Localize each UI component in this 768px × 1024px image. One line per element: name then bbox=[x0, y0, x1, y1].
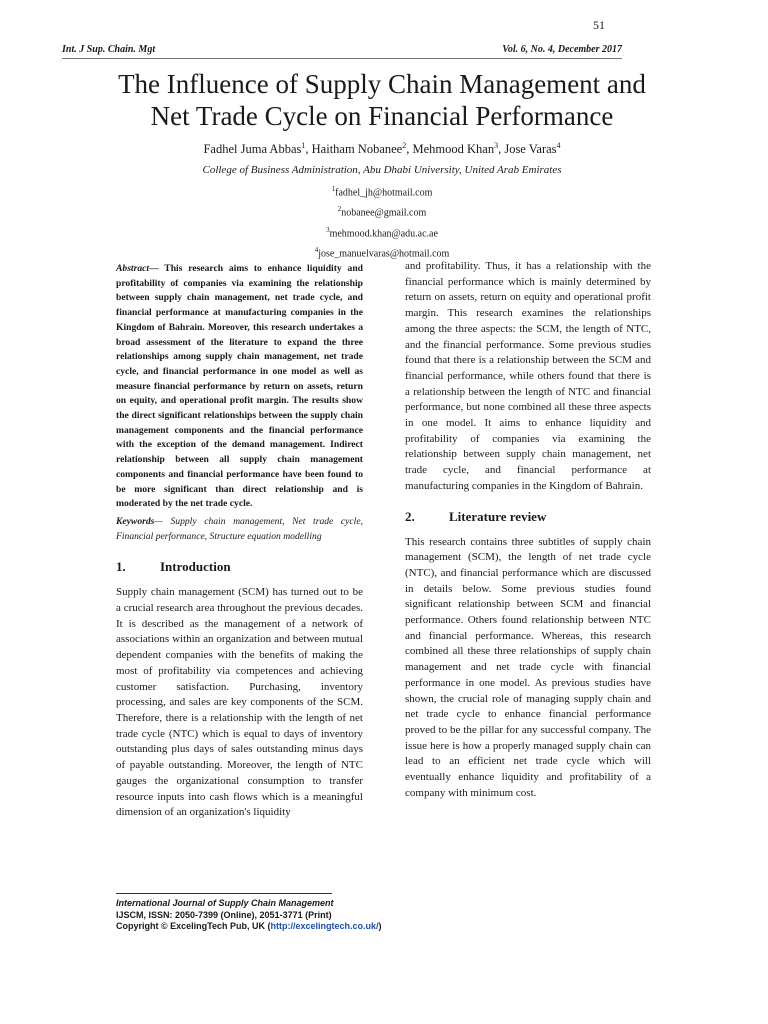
author-sup: 2 bbox=[402, 141, 407, 150]
email-sup: 2 bbox=[337, 205, 342, 214]
affiliation: College of Business Administration, Abu Dhabi University, United Arab Emirates bbox=[202, 164, 562, 176]
author-name: Mehmood Khan bbox=[412, 142, 495, 157]
author-sup: 3 bbox=[494, 141, 499, 150]
title-line-1: The Influence of Supply Chain Management and bbox=[118, 69, 646, 99]
footnote-copyright bbox=[116, 921, 416, 933]
abstract-label: Abstract bbox=[116, 263, 150, 274]
email-line bbox=[62, 222, 702, 242]
author-sep: , bbox=[498, 142, 505, 157]
copyright-close: ) bbox=[378, 921, 382, 931]
author-sup: 1 bbox=[301, 141, 306, 150]
section-heading-literature-review bbox=[405, 509, 651, 529]
footnote-journal: International Journal of Supply Chain Management bbox=[116, 898, 334, 908]
section-heading-introduction bbox=[116, 559, 363, 579]
abstract bbox=[116, 262, 363, 512]
author-name: Haitham Nobanee bbox=[311, 142, 403, 157]
author-name: Jose Varas bbox=[504, 142, 557, 157]
author-sep: , bbox=[406, 142, 413, 157]
section-number: 2. bbox=[405, 508, 415, 524]
author-name: Fadhel Juma Abbas bbox=[203, 142, 302, 157]
section-title: Literature review bbox=[449, 508, 547, 524]
copyright-text: Copyright © ExcelingTech Pub, UK ( bbox=[116, 921, 271, 931]
section-title: Introduction bbox=[160, 559, 231, 575]
introduction-continued: and profitability. Thus, it has a relationship with the financial performance which is mainly determined by return on assets, return on equity and operational profit margin. This research examines the relationships among the three aspects: the SCM, the length of NTC, and the financial performance. Some previous studies found that there is a relationship between the SCM and financial performance, while others found that there is a relationship between the length of NTC and financial performance, but none combined all these three aspects in one model. It aims to enhance liquidity and profitability of companies via examining the relationship between supply chain management, net trade cycle, and financial performance at manufacturing companies in the Kingdom of Bahrain. bbox=[405, 260, 651, 492]
author-list bbox=[62, 141, 702, 157]
email-address[interactable]: mehmood.khan@adu.ac.ae bbox=[329, 227, 438, 239]
footnote-rule bbox=[116, 893, 332, 894]
author-sep: , bbox=[305, 142, 312, 157]
email-address[interactable]: jose_manuelvaras@hotmail.com bbox=[318, 248, 450, 260]
email-address[interactable]: fadhel_jh@hotmail.com bbox=[335, 187, 433, 199]
keywords bbox=[116, 515, 363, 544]
running-head-journal: Int. J Sup. Chain. Mgt bbox=[62, 44, 156, 55]
section-number: 1. bbox=[116, 559, 126, 575]
keywords-label: Keywords bbox=[116, 515, 155, 527]
running-header bbox=[62, 44, 622, 59]
email-line bbox=[62, 201, 702, 221]
author-sup: 4 bbox=[556, 141, 561, 150]
email-sup: 3 bbox=[326, 225, 330, 234]
literature-review-paragraph: This research contains three subtitles of supply chain management (SCM), the length of net trade cycle (NTC), and financial performance which are discussed in details below. Some previous studies found significant relationship between SCM and financial performance. Others found relationship between NTC and financial performance. Whereas, this research combined all these three relationships of supply chain management and net trade cycle with financial performance in one model. As previous studies have shown, the crucial role of managing supply chain and net trade cycle to enhance financial performance proved to be the pillar for any successful company. The issue here is how a properly managed supply chain can lead to an efficient net trade cycle which will eventually enhance liquidity and profitability of a company with minimum cost. bbox=[405, 535, 651, 799]
publisher-link[interactable]: http://excelingtech.co.uk/ bbox=[270, 921, 379, 931]
paper-title bbox=[62, 68, 702, 132]
abstract-text: — This research aims to enhance liquidity and profitability of companies via examining the relationship between supply chain management, net trade cycle, and financial performance at manufacturing companies in the Kingdom of Bahrain. Moreover, this research undertakes a broad assessment of the literature to expand the three relationships among supply chain management, net trade cycle, and financial performance in one model as well as measure financial performance by return on assets, return on equity, and operational profit margin. The results show the direct significant relationships between the supply chain management components and the financial performance with the exception of the demand management. Indirect relationship between all supply chain management components and financial performance have been found to be more significant than direct relationship and is moderated by the net trade cycle. bbox=[116, 263, 363, 510]
email-sup: 1 bbox=[331, 185, 336, 193]
running-head-issue: Vol. 6, No. 4, December 2017 bbox=[502, 44, 622, 55]
email-address[interactable]: nobanee@gmail.com bbox=[341, 207, 427, 219]
email-line bbox=[62, 181, 702, 201]
left-column bbox=[116, 262, 363, 821]
email-list bbox=[62, 181, 702, 262]
introduction-paragraph: Supply chain management (SCM) has turned out to be a crucial research area throughout the previous decades. It is described as the management of a network of associations within an organization and between mutual dependent companies with the benefits of making the most of profitability via competences and achieving customer satisfaction. Purchasing, inventory processing, and sales are key components of the SCM. Therefore, there is a relationship with the length of net trade cycle (NTC) which is equal to days of inventory outstanding plus days of sales outstanding minus days of payable outstanding. Moreover, the length of NTC gauges the organizational consumption to transfer resource inputs into cash flows which is a meaningful dimension of an organization's liquidity bbox=[116, 586, 363, 819]
page-number: 51 bbox=[593, 18, 605, 32]
footnote-issn: IJSCM, ISSN: 2050-7399 (Online), 2051-3771 (Print) bbox=[116, 909, 332, 920]
right-column bbox=[405, 262, 651, 802]
title-line-2: Net Trade Cycle on Financial Performance bbox=[150, 101, 614, 131]
journal-footnote bbox=[116, 893, 416, 933]
keywords-text: — Supply chain management, Net trade cycle, Financial performance, Structure equation modelling bbox=[116, 515, 363, 542]
email-sup: 4 bbox=[314, 245, 319, 254]
